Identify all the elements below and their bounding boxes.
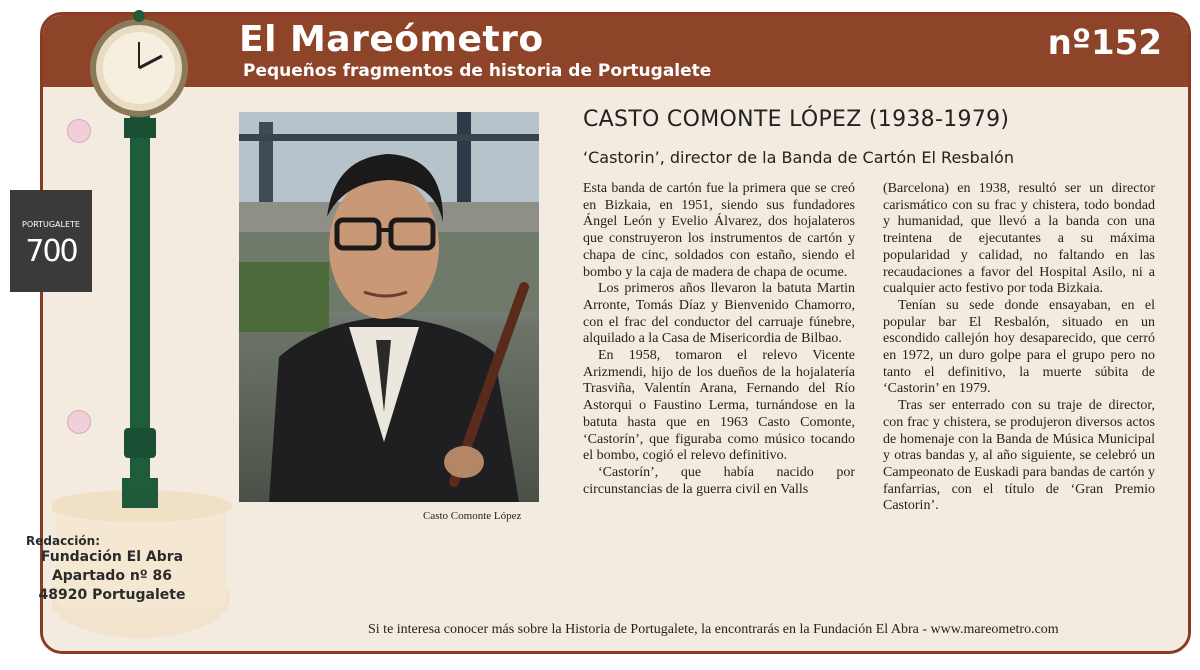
paragraph: Tenían su sede donde ensayaban, en el popular bar El Resbalón, situado en un escondido callejón hoy desaparecido, que cerró en 1972, un duro golpe para el grupo pero no tanto el definitivo, la muerte súbita de ‘Castorin’ en 1979. xyxy=(883,297,1155,397)
portrait-photo xyxy=(239,112,539,502)
paragraph: Tras ser enterrado con su traje de director, con frac y chistera, se produjeron diversos actos de homenaje con la Banda de Música Municipal y otras bandas y, al año siguiente, se celebró un Campeonato de Euskadi para bandas de cartón y fanfarrias, con el título de ‘Gran Premio Castorin’. xyxy=(883,398,1155,514)
footer-note: Si te interesa conocer más sobre la Historia de Portugalete, la encontrarás en la Fundación El Abra - www.mareometro.com xyxy=(368,622,1059,637)
redaction-line: Apartado nº 86 xyxy=(51,568,173,584)
paragraph: (Barcelona) en 1938, resultó ser un director carismático con su frac y chistera, todo bondad y humanidad, que llevó a la banda con una treintena de ejecutantes a su máxima popularidad y calidad, no faltando en las recaudaciones a favor del Hospital Asilo, ni a cualquier acto festivo por toda Bizkaia. xyxy=(883,181,1155,297)
redaction-line: 48920 Portugalete xyxy=(38,587,186,603)
photo-caption: Casto Comonte López xyxy=(423,510,522,522)
sign-text: PORTUGALETE xyxy=(22,220,80,229)
redaction-block xyxy=(18,534,206,605)
paragraph: Los primeros años llevaron la batuta Martin Arronte, Tomás Díaz y Bienvenido Chamorro, con el frac del conductor del carruaje fúnebre, alquilado a la Casa de Misericordia de Bilbao. xyxy=(583,281,855,347)
sign-number: 700 xyxy=(25,234,77,269)
portrait-illustration xyxy=(239,112,539,502)
paragraph: En 1958, tomaron el relevo Vicente Arizmendi, hijo de los dueños de la hojalatería Trasviña, Valentín Arana, Fernando del Río Astorqui o Faustino Lerma, turnándose en la batuta hasta que en 1963 Casto Comonte, ‘Castorín’, que figuraba como músico tocando el bombo, cogió el relevo definitivo. xyxy=(583,348,855,464)
portugalete-700-sign xyxy=(10,190,92,292)
page-subtitle: Pequeños fragmentos de historia de Portugalete xyxy=(243,61,712,81)
redaction-label: Redacción: xyxy=(26,534,100,548)
article-headline: CASTO COMONTE LÓPEZ (1938-1979) xyxy=(583,107,1010,132)
article-column-1 xyxy=(583,181,855,498)
paragraph: Esta banda de cartón fue la primera que se creó en Bizkaia, en 1951, siendo sus fundadores Ángel León y Evelio Álvarez, dos hojalateros que construyeron los instrumentos de cartón y chapa de cinc, soldados con estaño, siendo el bombo y la caja de madera de chapa de ocume. xyxy=(583,181,855,280)
article-deck: ‘Castorin’, director de la Banda de Cartón El Resbalón xyxy=(583,148,1014,167)
issue-number: nº152 xyxy=(1047,23,1162,63)
page-title: El Mareómetro xyxy=(239,19,544,60)
paragraph: ‘Castorín’, que había nacido por circunstancias de la guerra civil en Valls xyxy=(583,464,855,497)
article-column-2 xyxy=(883,181,1155,515)
redaction-line: Fundación El Abra xyxy=(40,549,184,565)
